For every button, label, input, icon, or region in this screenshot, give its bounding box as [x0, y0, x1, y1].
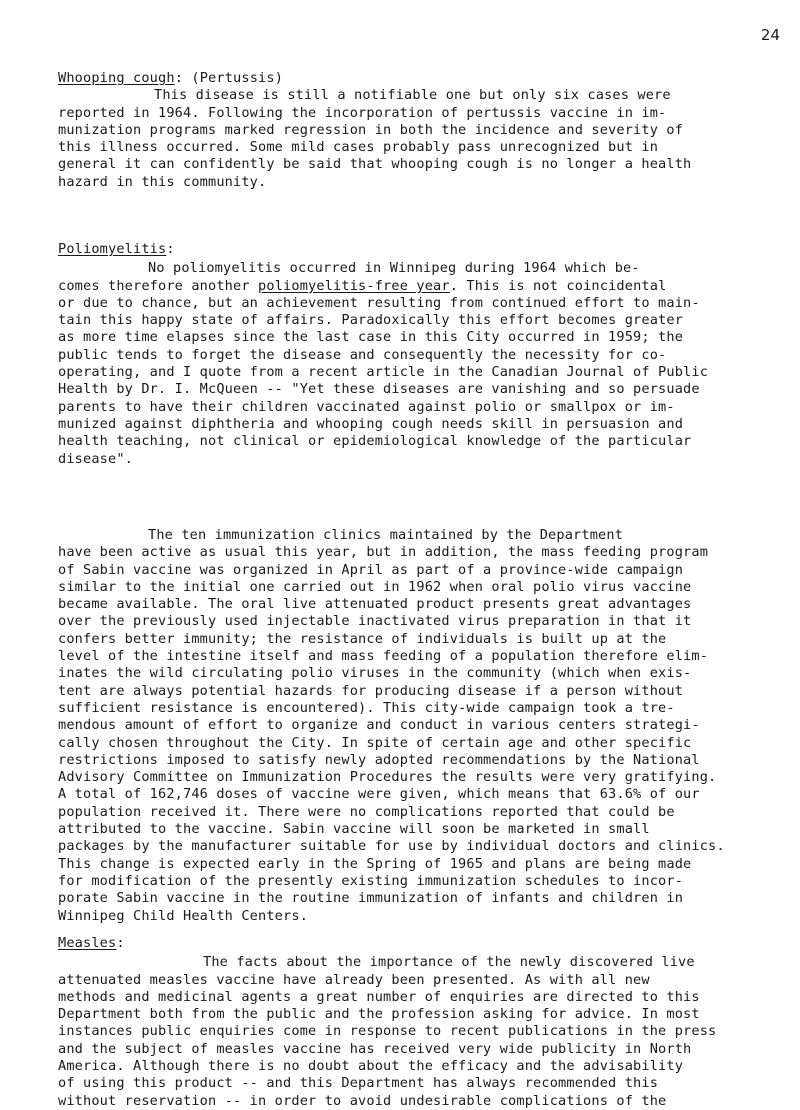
text-line: health teaching, not clinical or epidemiological knowledge of the particular	[58, 433, 692, 450]
text-line: operating, and I quote from a recent article in the Canadian Journal of Public	[58, 364, 709, 381]
text-line: This disease is still a notifiable one but only six cases were	[154, 87, 671, 104]
text-line: attributed to the vaccine. Sabin vaccine will soon be marketed in small	[58, 821, 650, 838]
text-line: A total of 162,746 doses of vaccine were given, which means that 63.6% of our	[58, 786, 700, 803]
text-line: as more time elapses since the last case in this City occurred in 1959; the	[58, 329, 684, 346]
heading-colon: :	[116, 935, 125, 951]
measles-heading	[58, 935, 748, 952]
poliomyelitis-paragraph-2-section	[58, 527, 748, 925]
text-line: disease".	[58, 450, 134, 467]
text-line: attenuated measles vaccine have already been presented. As with all new	[58, 971, 650, 988]
text-line: have been active as usual this year, but in addition, the mass feeding program	[58, 544, 709, 561]
text-line: porate Sabin vaccine in the routine immunization of infants and children in	[58, 890, 684, 907]
text-line: The ten immunization clinics maintained by the Department	[148, 527, 624, 543]
text-line: hazard in this community.	[58, 173, 267, 190]
poliomyelitis-title: Poliomyelitis	[58, 241, 167, 257]
poliomyelitis-paragraph-2	[58, 527, 748, 925]
text-line: level of the intestine itself and mass feeding of a population therefore elim-	[58, 648, 709, 665]
text-line: instances public enquiries come in response to recent publications in the press	[58, 1023, 717, 1040]
text-line: sufficient resistance is encountered). This city-wide campaign took a tre-	[58, 699, 675, 716]
whooping-cough-subtitle: : (Pertussis)	[174, 70, 284, 86]
text-line: Health by Dr. I. McQueen -- "Yet these diseases are vanishing and so persuade	[58, 381, 700, 398]
text-line: and the subject of measles vaccine has received very wide publicity in North	[58, 1040, 692, 1057]
measles-paragraph	[58, 954, 748, 1110]
text-line: munization programs marked regression in both the incidence and severity of	[58, 121, 684, 138]
whooping-cough-title: Whooping cough	[58, 70, 175, 86]
poliomyelitis-section	[58, 241, 748, 468]
text-line: tent are always potential hazards for producing disease if a person without	[58, 682, 684, 699]
text-line: of using this product -- and this Department has always recommended this	[58, 1075, 659, 1092]
measles-section	[58, 935, 748, 1110]
text-line: This change is expected early in the Spring of 1965 and plans are being made	[58, 855, 692, 872]
measles-title: Measles	[58, 935, 117, 951]
whooping-cough-heading	[58, 70, 748, 87]
text-line: this illness occurred. Some mild cases probably pass unrecognized but in	[58, 139, 659, 156]
text-line: munized against diphtheria and whooping cough needs skill in persuasion and	[58, 415, 684, 432]
text-line: restrictions imposed to satisfy newly adopted recommendations by the National	[58, 751, 700, 768]
text-line: public tends to forget the disease and consequently the necessity for co-	[58, 346, 667, 363]
text-line: of Sabin vaccine was organized in April as part of a province-wide campaign	[58, 561, 684, 578]
text-line: inates the wild circulating polio viruses in the community (which when exis-	[58, 665, 692, 682]
text-line: for modification of the presently existing immunization schedules to incor-	[58, 872, 684, 889]
text-line: methods and medicinal agents a great number of enquiries are directed to this	[58, 988, 700, 1005]
underlined-phrase: poliomyelitis-free year	[258, 277, 450, 294]
text-line: population received it. There were no complications reported that could be	[58, 803, 675, 820]
text-line: tain this happy state of affairs. Paradoxically this effort becomes greater	[58, 312, 684, 329]
whooping-cough-paragraph	[58, 87, 748, 191]
text-line: or due to chance, but an achievement resulting from continued effort to main-	[58, 294, 700, 311]
poliomyelitis-paragraph-1	[58, 260, 748, 468]
poliomyelitis-heading	[58, 241, 748, 258]
text-line: packages by the manufacturer suitable for use by individual doctors and clinics.	[58, 838, 725, 855]
text-line: The facts about the importance of the newly discovered live	[203, 954, 695, 971]
text-line: America. Although there is no doubt about the efficacy and the advisability	[58, 1058, 684, 1075]
whooping-cough-section	[58, 70, 748, 191]
text-line: confers better immunity; the resistance of individuals is built up at the	[58, 630, 667, 647]
text-line: No poliomyelitis occurred in Winnipeg during 1964 which be-	[148, 260, 640, 277]
text-line: mendous amount of effort to organize and conduct in various centers strategi-	[58, 717, 700, 734]
text-fragment: comes therefore another	[58, 277, 259, 294]
text-line: reported in 1964. Following the incorporation of pertussis vaccine in im-	[58, 104, 667, 121]
text-line: without reservation -- in order to avoid undesirable complications of the	[58, 1092, 667, 1109]
text-line: cally chosen throughout the City. In spite of certain age and other specific	[58, 734, 692, 751]
text-line: over the previously used injectable inactivated virus preparation in that it	[58, 613, 692, 630]
text-line: Advisory Committee on Immunization Procedures the results were very gratifying.	[58, 769, 717, 786]
text-line: parents to have their children vaccinated against polio or smallpox or im-	[58, 398, 675, 415]
text-line: Department both from the public and the profession asking for advice. In most	[58, 1006, 700, 1023]
text-line: similar to the initial one carried out in 1962 when oral polio virus vaccine	[58, 578, 692, 595]
text-line: general it can confidently be said that whooping cough is no longer a health	[58, 156, 692, 173]
text-line: became available. The oral live attenuated product presents great advantages	[58, 596, 692, 613]
page-number: 24	[760, 26, 780, 44]
text-line	[58, 278, 748, 295]
text-line: Winnipeg Child Health Centers.	[58, 907, 309, 924]
heading-colon: :	[166, 241, 175, 257]
text-fragment: . This is not coincidental	[449, 277, 667, 294]
